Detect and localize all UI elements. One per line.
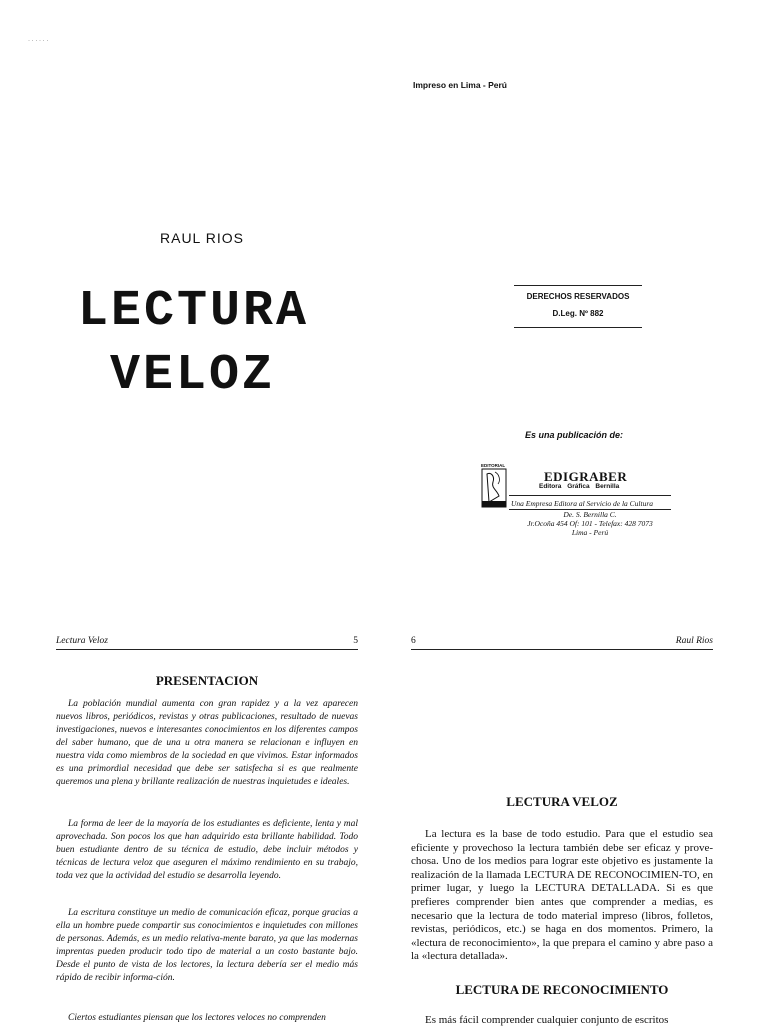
printed-in-label: Impreso en Lima - Perú — [413, 80, 507, 90]
page5-section-title: PRESENTACION — [155, 673, 259, 688]
page6-section-title: LECTURA VELOZ — [506, 794, 618, 809]
page6-subsection-title: LECTURA DE RECONOCIMIENTO — [455, 982, 669, 997]
page5-number: 5 — [353, 636, 358, 646]
page5-paragraph: La forma de leer de la mayoría de los estudiantes es deficiente, lenta y mal aprovechada. Son pocos los que han adquirido esta brillante habilidad. Todo buen estudiante dentro de su técnica de estudio, debe incluir métodos y técnicas de lectura veloz que aseguren el máximo rendimiento en su trabajo, toda vez que la actividad del estudio se desarrolla leyendo. — [56, 819, 358, 881]
publisher-address-line3: Lima - Perú — [571, 528, 609, 537]
book-title-line1: LECTURA — [78, 283, 310, 340]
publisher-address-line2: Jr.Ocoña 454 Of: 101 - Telefax: 428 7073 — [527, 519, 653, 528]
rights-line1: DERECHOS RESERVADOS — [526, 292, 630, 301]
publisher-slogan: Una Empresa Editora al Servicio de la Cultura — [511, 499, 654, 508]
page6-subsection-paragraph: Es más fácil comprender cualquier conjunto de escritos — [425, 1014, 669, 1026]
publisher-rule — [509, 495, 671, 496]
publisher-logo — [481, 462, 507, 508]
book-title-line2: VELOZ — [110, 347, 276, 404]
author-name: RAUL RIOS — [160, 230, 244, 246]
publisher-logo-text: EDITORIAL — [481, 463, 506, 468]
page6-number: 6 — [411, 636, 416, 646]
page5-paragraph: Ciertos estudiantes piensan que los lectores veloces no comprenden — [68, 1013, 326, 1023]
page5-paragraph: La población mundial aumenta con gran rapidez y a la vez aparecen nuevos libros, periódicos, revistas y otras publicaciones, resultado de nuevas investigaciones, nuevos e interesantes conocimientos en los diferentes campos del saber humano, que de una u otra manera se relacionan e influyen en nuestra vida como miembros de la sociedad en que vivimos. Estar informados es una primordial necesidad que debe ser satisfecha si es que realmente queremos una plena y brillante realización de nuestras inquietudes e ideales. — [56, 699, 358, 787]
publisher-subtitle: Editora Gráfica Bernilla — [539, 483, 620, 490]
rights-line2: D.Leg. Nº 882 — [552, 309, 604, 318]
publisher-name: EDIGRABER — [544, 469, 628, 484]
page5-header-label: Lectura Veloz — [56, 636, 108, 646]
page5-paragraph: La escritura constituye un medio de comunicación eficaz, porque gracias a ella un hombre puede compartir sus conocimientos e inquietudes con millones de personas. Además, es un medio relativa-mente barato, ya que las modernas imprentas pueden producir todo tipo de material a un costo bastante bajo. Desde el punto de vista de los lectores, la lectura debería ser el medio más rápido de recibir informa-ción. — [56, 908, 358, 983]
publication-note: Es una publicación de: — [525, 430, 624, 440]
page5-header — [56, 636, 358, 650]
corner-mark: · · · · · · — [28, 38, 49, 44]
rights-box — [514, 285, 642, 328]
publisher-address-line1: De. S. Bernilla C. — [563, 510, 617, 519]
publisher-logo-icon — [481, 462, 507, 508]
page6-header — [411, 636, 713, 650]
page6-paragraph: La lectura es la base de todo estudio. Para que el estudio sea eficiente y provechoso la lectura también debe ser eficaz y prove-chosa. Uno de los medios para lograr este objetivo es justamente la realización de la llamada LECTURA DE RECONOCIMIEN-TO, en primer lugar, y luego la LECTURA DETALLADA. Si es que prefieres comprender bien antes que comprender a medias, es necesario que la lectura de todo material impreso (libros, folletos, revistas, periódicos, etc.) se haga en dos momentos. Primero, la «lectura de reconocimiento», la que prepara el camino y abre paso a la «lectura detallada». — [411, 828, 713, 963]
page6-header-label: Raul Rios — [675, 636, 713, 646]
